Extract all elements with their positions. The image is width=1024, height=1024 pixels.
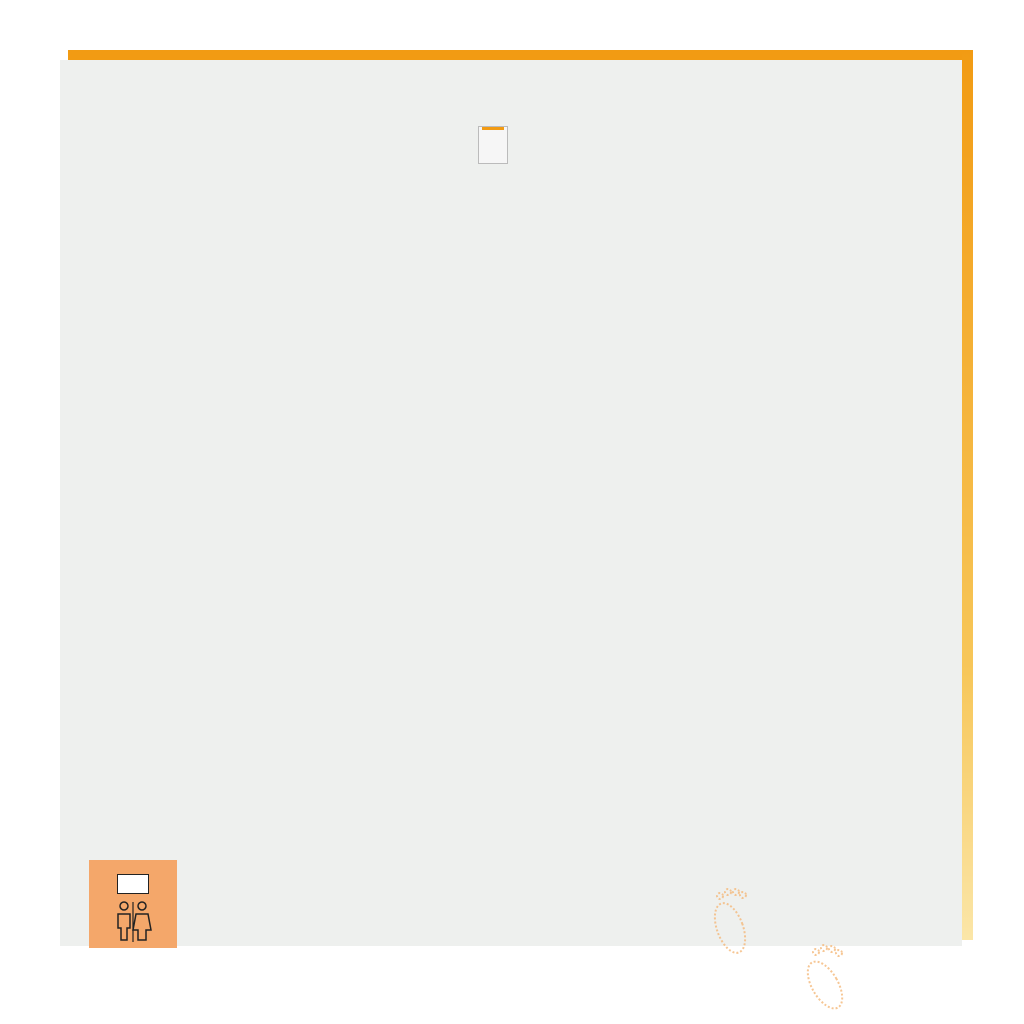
artist-table [68,157,954,862]
right-accent-bar [962,50,973,940]
toilet-people-icon [89,860,177,948]
footprints-decoration-icon [690,880,870,1020]
top-accent-bar [68,50,973,60]
wc-sign [89,860,177,948]
